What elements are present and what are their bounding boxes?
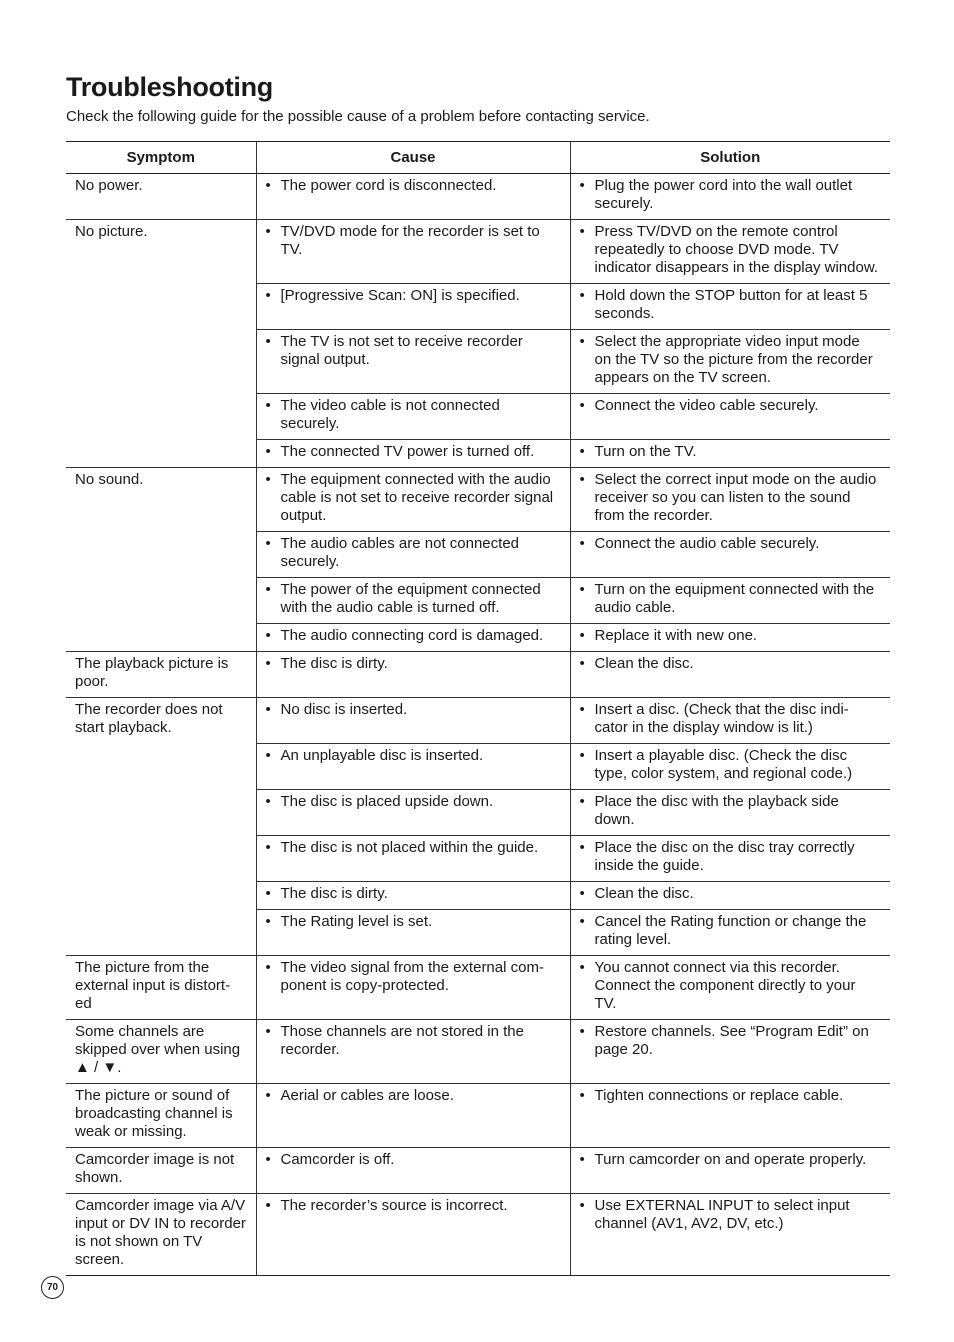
cause-text: • The power of the equipment connected with the audio cable is turned off. [281,581,560,617]
symptom-cell: Camcorder image is not shown. [66,1148,256,1194]
cause-cell [256,1194,570,1276]
table-row [66,220,890,284]
solution-text: • Hold down the STOP button for at least 5 seconds. [595,287,881,323]
cause-text: • Aerial or cables are loose. [281,1087,560,1105]
cause-cell [256,624,570,652]
solution-cell [570,468,890,532]
cause-text: • The power cord is disconnected. [281,177,560,195]
table-row [66,1084,890,1148]
cause-text: • The disc is dirty. [281,885,560,903]
solution-cell [570,956,890,1020]
solution-cell [570,882,890,910]
solution-text: • Restore channels. See “Program Edit” on page 20. [595,1023,881,1059]
solution-text: • Press TV/DVD on the remote control repeatedly to choose DVD mode. TV indicator disappears in the display window. [595,223,881,277]
cause-text: • The audio connecting cord is damaged. [281,627,560,645]
solution-cell [570,1194,890,1276]
cause-text: • Those channels are not stored in the recorder. [281,1023,560,1059]
solution-text: • Select the correct input mode on the audio receiver so you can listen to the sound from the recorder. [595,471,881,525]
table-header-row [66,142,890,174]
cause-cell [256,468,570,532]
solution-text: • Replace it with new one. [595,627,881,645]
solution-cell [570,394,890,440]
cause-cell [256,1148,570,1194]
solution-cell [570,698,890,744]
solution-text: • Place the disc with the playback side down. [595,793,881,829]
table-row [66,1194,890,1276]
cause-text: • [Progressive Scan: ON] is specified. [281,287,560,305]
table-row [66,698,890,744]
cause-cell [256,698,570,744]
solution-cell [570,174,890,220]
solution-text: • Use EXTERNAL INPUT to select input channel (AV1, AV2, DV, etc.) [595,1197,881,1233]
cause-cell [256,174,570,220]
symptom-cell: No power. [66,174,256,220]
troubleshooting-table [66,141,890,1276]
solution-text: • Turn on the equipment connected with the audio cable. [595,581,881,617]
header-cause: Cause [256,142,570,174]
symptom-cell: No picture. [66,220,256,468]
solution-cell [570,532,890,578]
cause-cell [256,790,570,836]
cause-text: • The audio cables are not connected securely. [281,535,560,571]
solution-text: • Connect the video cable securely. [595,397,881,415]
cause-cell [256,1020,570,1084]
cause-text: • The disc is dirty. [281,655,560,673]
cause-cell [256,910,570,956]
cause-cell [256,1084,570,1148]
solution-text: • Clean the disc. [595,885,881,903]
solution-text: • Turn on the TV. [595,443,881,461]
solution-text: • Connect the audio cable securely. [595,535,881,553]
solution-text: • Plug the power cord into the wall outlet securely. [595,177,881,213]
cause-text: • An unplayable disc is inserted. [281,747,560,765]
cause-text: • No disc is inserted. [281,701,560,719]
cause-text: • The recorder’s source is incorrect. [281,1197,560,1215]
cause-text: • The video signal from the external com- ponent is copy-protected. [281,959,560,995]
cause-cell [256,440,570,468]
intro-text: Check the following guide for the possible cause of a problem before contacting service. [66,108,650,125]
solution-cell [570,440,890,468]
cause-cell [256,284,570,330]
solution-text: • Insert a playable disc. (Check the disc type, color system, and regional code.) [595,747,881,783]
page-number: 70 [41,1276,64,1299]
cause-cell [256,652,570,698]
solution-cell [570,1148,890,1194]
solution-text: • Select the appropriate video input mode on the TV so the picture from the recorder appears on the TV screen. [595,333,881,387]
solution-cell [570,624,890,652]
solution-text: • Place the disc on the disc tray correctly inside the guide. [595,839,881,875]
page-title: Troubleshooting [66,72,273,102]
table-row [66,1020,890,1084]
symptom-cell: Camcorder image via A/V input or DV IN to recorder is not shown on TV screen. [66,1194,256,1276]
solution-cell [570,284,890,330]
solution-text: • Clean the disc. [595,655,881,673]
table-body [66,174,890,1276]
cause-cell [256,882,570,910]
solution-cell [570,836,890,882]
cause-text: • The disc is not placed within the guide. [281,839,560,857]
solution-cell [570,1084,890,1148]
solution-cell [570,220,890,284]
symptom-cell: The recorder does not start playback. [66,698,256,956]
cause-text: • The connected TV power is turned off. [281,443,560,461]
solution-cell [570,330,890,394]
cause-text: • The equipment connected with the audio cable is not set to receive recorder signal output. [281,471,560,525]
table-row [66,468,890,532]
cause-cell [256,956,570,1020]
solution-text: • Tighten connections or replace cable. [595,1087,881,1105]
cause-cell [256,744,570,790]
solution-cell [570,578,890,624]
table-row [66,1148,890,1194]
symptom-cell: No sound. [66,468,256,652]
header-symptom: Symptom [66,142,256,174]
solution-cell [570,652,890,698]
table-row [66,956,890,1020]
cause-text: • The Rating level is set. [281,913,560,931]
solution-cell [570,1020,890,1084]
solution-cell [570,790,890,836]
cause-text: • Camcorder is off. [281,1151,560,1169]
table-row [66,174,890,220]
cause-cell [256,578,570,624]
cause-cell [256,394,570,440]
table-row [66,652,890,698]
solution-text: • Turn camcorder on and operate properly. [595,1151,881,1169]
header-solution: Solution [570,142,890,174]
symptom-cell: The picture or sound of broadcasting channel is weak or missing. [66,1084,256,1148]
symptom-cell: The picture from the external input is distort- ed [66,956,256,1020]
solution-cell [570,744,890,790]
cause-text: • The disc is placed upside down. [281,793,560,811]
cause-cell [256,220,570,284]
cause-cell [256,532,570,578]
cause-text: • The video cable is not connected securely. [281,397,560,433]
cause-cell [256,330,570,394]
cause-cell [256,836,570,882]
solution-text: • You cannot connect via this recorder. Connect the component directly to your TV. [595,959,881,1013]
cause-text: • TV/DVD mode for the recorder is set to TV. [281,223,560,259]
solution-cell [570,910,890,956]
symptom-cell: Some channels are skipped over when using ▲ / ▼. [66,1020,256,1084]
symptom-cell: The playback picture is poor. [66,652,256,698]
cause-text: • The TV is not set to receive recorder signal output. [281,333,560,369]
solution-text: • Cancel the Rating function or change the rating level. [595,913,881,949]
solution-text: • Insert a disc. (Check that the disc indi- cator in the display window is lit.) [595,701,881,737]
